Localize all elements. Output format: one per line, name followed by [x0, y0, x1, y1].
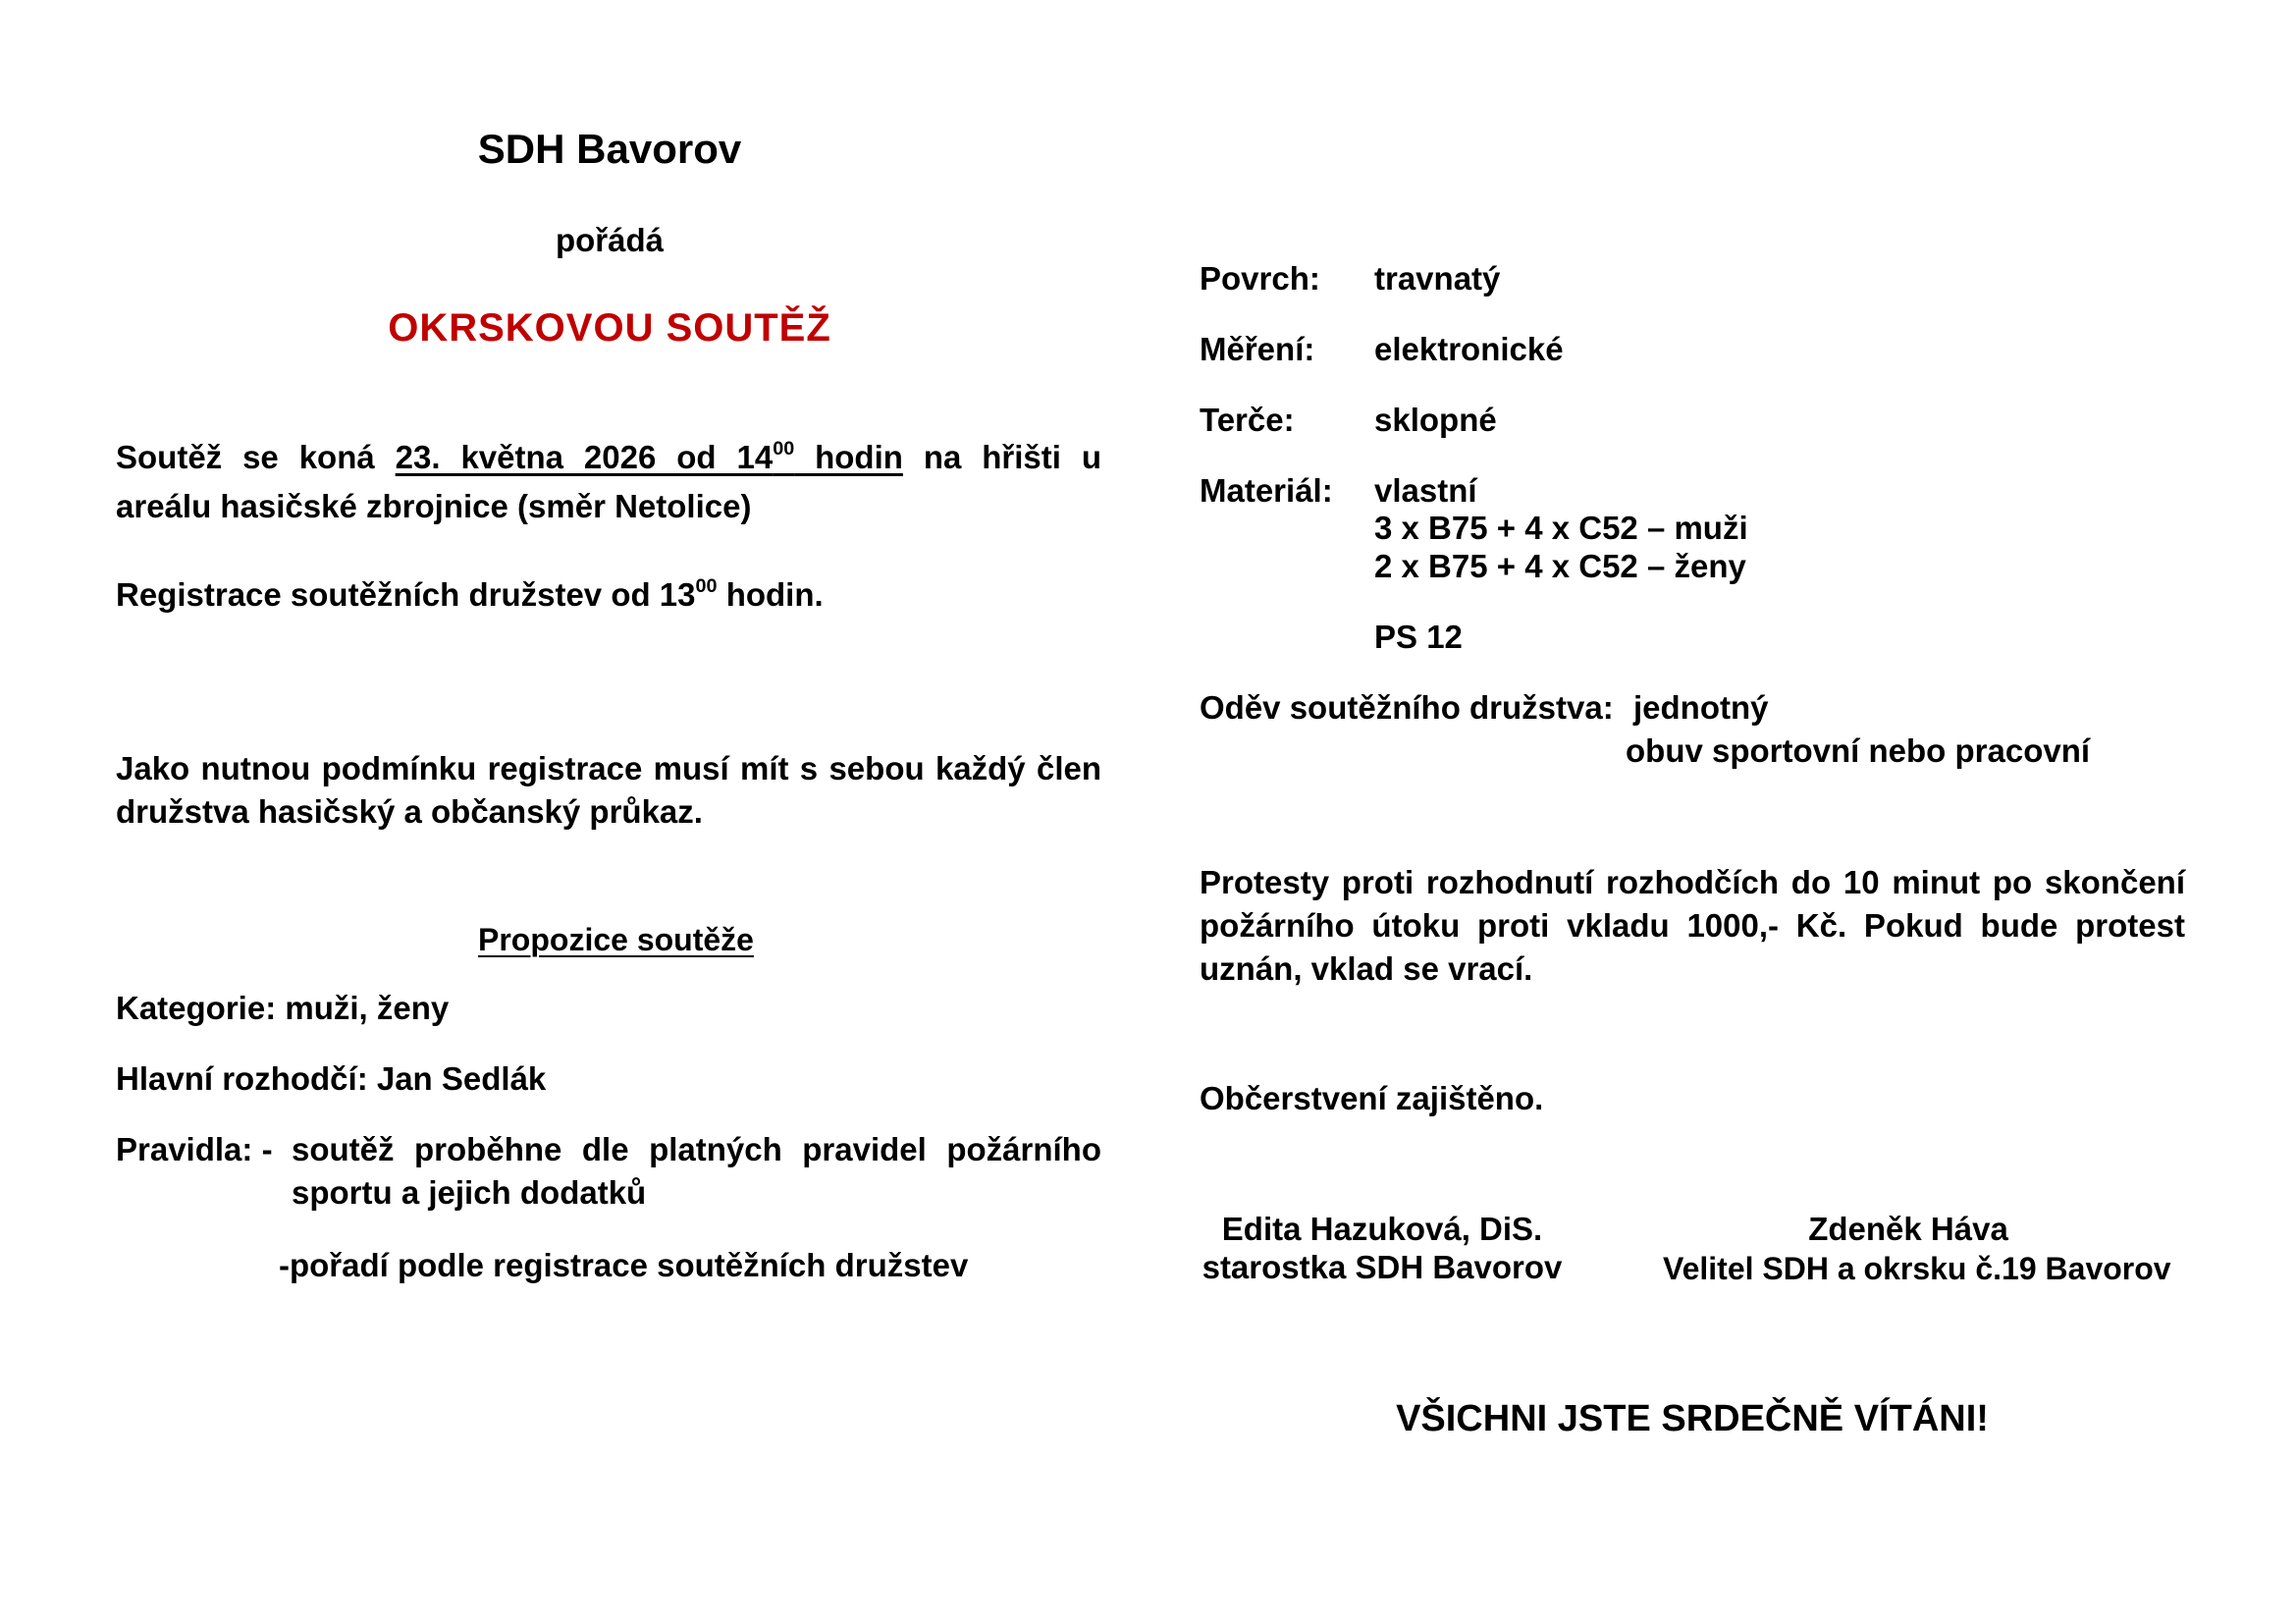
shoes-value: obuv sportovní nebo pracovní: [1626, 732, 2091, 769]
protest-line-3: uznán, vklad se vrací.: [1200, 950, 1533, 987]
clothing-label: Oděv soutěžního družstva:: [1200, 689, 1614, 726]
surface-value: travnatý: [1374, 260, 1501, 297]
protest-line-2: požárního útoku proti vkladu 1000,- Kč. Pokud bude protest: [1200, 907, 2185, 944]
intro-text-a: Soutěž se koná: [116, 439, 375, 475]
signature-right-name: Zdeněk Háva: [1808, 1211, 2008, 1247]
signature-left-role: starostka SDH Bavorov: [1201, 1249, 1563, 1285]
refreshments-note: Občerstvení zajištěno.: [1200, 1080, 1544, 1116]
material-label: Materiál:: [1200, 472, 1333, 509]
targets-value: sklopné: [1374, 402, 1497, 438]
surface-label: Povrch:: [1200, 260, 1320, 297]
targets-label: Terče:: [1200, 402, 1295, 438]
material-men: 3 x B75 + 4 x C52 – muži: [1374, 510, 1748, 546]
rules-line-2: sportu a jejich dodatků: [292, 1174, 647, 1211]
material-women: 2 x B75 + 4 x C52 – ženy: [1374, 548, 1746, 584]
protest-line-1: Protesty proti rozhodnutí rozhodčích do 10 minut po skončení: [1200, 864, 2185, 900]
signature-right-role: Velitel SDH a okrsku č.19 Bavorov: [1663, 1251, 2171, 1286]
intro-line-1: [116, 439, 1101, 476]
category-line: Kategorie: muži, ženy: [116, 990, 450, 1026]
clothing-value: jednotný: [1633, 689, 1769, 726]
welcome-message: VŠICHNI JSTE SRDEČNĚ VÍTÁNI!: [1396, 1398, 1989, 1439]
rules-line-1: soutěž proběhne dle platných pravidel požárního: [292, 1131, 1101, 1167]
organizes-label: pořádá: [555, 222, 665, 258]
timing-label: Měření:: [1200, 331, 1315, 367]
intro-text-b: na hřišti u: [923, 439, 1102, 475]
event-title: OKRSKOVOU SOUTĚŽ: [388, 306, 831, 350]
material-value: vlastní: [1374, 472, 1477, 509]
organizer-title: SDH Bavorov: [477, 126, 742, 172]
rules-line-3: -pořadí podle registrace soutěžních družstev: [279, 1247, 969, 1283]
pump-type: PS 12: [1374, 619, 1463, 655]
rules-label: Pravidla: -: [116, 1131, 273, 1167]
intro-line-2: areálu hasičské zbrojnice (směr Netolice): [116, 488, 752, 524]
signature-left-name: Edita Hazuková, DiS.: [1221, 1211, 1543, 1247]
event-date: 23. května 2026 od $14^{00}$ hodin: [395, 438, 903, 475]
registration-time: Registrace soutěžních družstev od $13^{00}$ hodin.: [116, 575, 824, 613]
rules-heading: Propozice soutěže: [478, 922, 754, 957]
referee-line: Hlavní rozhodčí: Jan Sedlák: [116, 1060, 547, 1097]
requirement-line-1: Jako nutnou podmínku registrace musí mít s sebou každý člen: [116, 750, 1101, 786]
timing-value: elektronické: [1374, 331, 1564, 367]
requirement-line-2: družstva hasičský a občanský průkaz.: [116, 793, 703, 830]
